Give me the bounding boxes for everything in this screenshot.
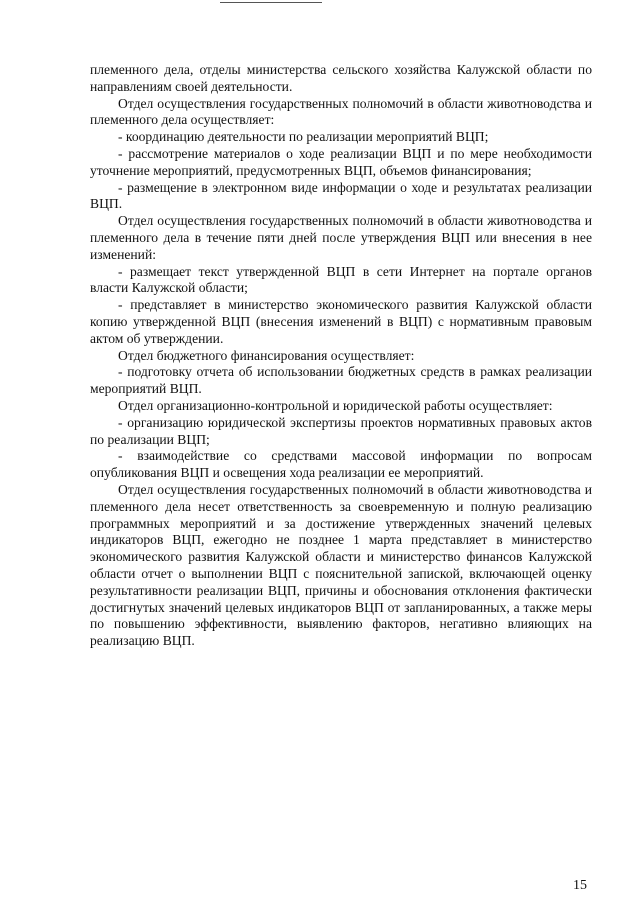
paragraph: Отдел осуществления государственных полномочий в области животноводства и племенного дела в течение пяти дней после утверждения ВЦП или внесения в нее изменений:: [90, 213, 592, 262]
paragraph: Отдел бюджетного финансирования осуществляет:: [118, 347, 415, 363]
paragraph: Отдел осуществления государственных полномочий в области животноводства и племенного дела несет ответственность за своевременную и полную реализацию программных мероприятий и за достижение утвержденных значений целевых индикаторов ВЦП, ежегодно не позднее 1 марта представляет в министерство экономического развития Калужской области и министерство финансов Калужской области отчет о выполнении ВЦП с пояснительной запиской, включающей оценку результативности реализации ВЦП, причины и обоснования отклонения фактически достигнутых значений целевых индикаторов ВЦП от запланированных, а также меры по повышению эффективности, выявлению факторов, негативно влияющих на реализацию ВЦП.: [90, 481, 592, 649]
list-item: - рассмотрение материалов о ходе реализации ВЦП и по мере необходимости уточнение мероприятий, предусмотренных ВЦП, объемов финансирования;: [90, 145, 592, 178]
paragraph: Отдел организационно-контрольной и юридической работы осуществляет:: [118, 397, 553, 413]
list-item: - координацию деятельности по реализации мероприятий ВЦП;: [118, 129, 489, 145]
body-text: [90, 62, 592, 650]
page-number: 15: [573, 878, 587, 893]
list-item: - взаимодействие со средствами массовой информации по вопросам опубликования ВЦП и освещения хода реализации ее мероприятий.: [90, 448, 592, 481]
list-item: - размещает текст утвержденной ВЦП в сети Интернет на портале органов власти Калужской области;: [90, 263, 592, 296]
list-item: - подготовку отчета об использовании бюджетных средств в рамках реализации мероприятий ВЦП.: [90, 364, 592, 397]
list-item: - представляет в министерство экономического развития Калужской области копию утвержденной ВЦП (внесения изменений в ВЦП) с нормативным правовым актом об утверждении.: [90, 297, 592, 346]
top-edge-line: [220, 2, 322, 3]
paragraph: Отдел осуществления государственных полномочий в области животноводства и племенного дела осуществляет:: [90, 95, 592, 128]
list-item: - организацию юридической экспертизы проектов нормативных правовых актов по реализации ВЦП;: [90, 414, 592, 447]
list-item: - размещение в электронном виде информации о ходе и результатах реализации ВЦП.: [90, 179, 592, 212]
paragraph: племенного дела, отделы министерства сельского хозяйства Калужской области по направлениям своей деятельности.: [90, 62, 592, 94]
